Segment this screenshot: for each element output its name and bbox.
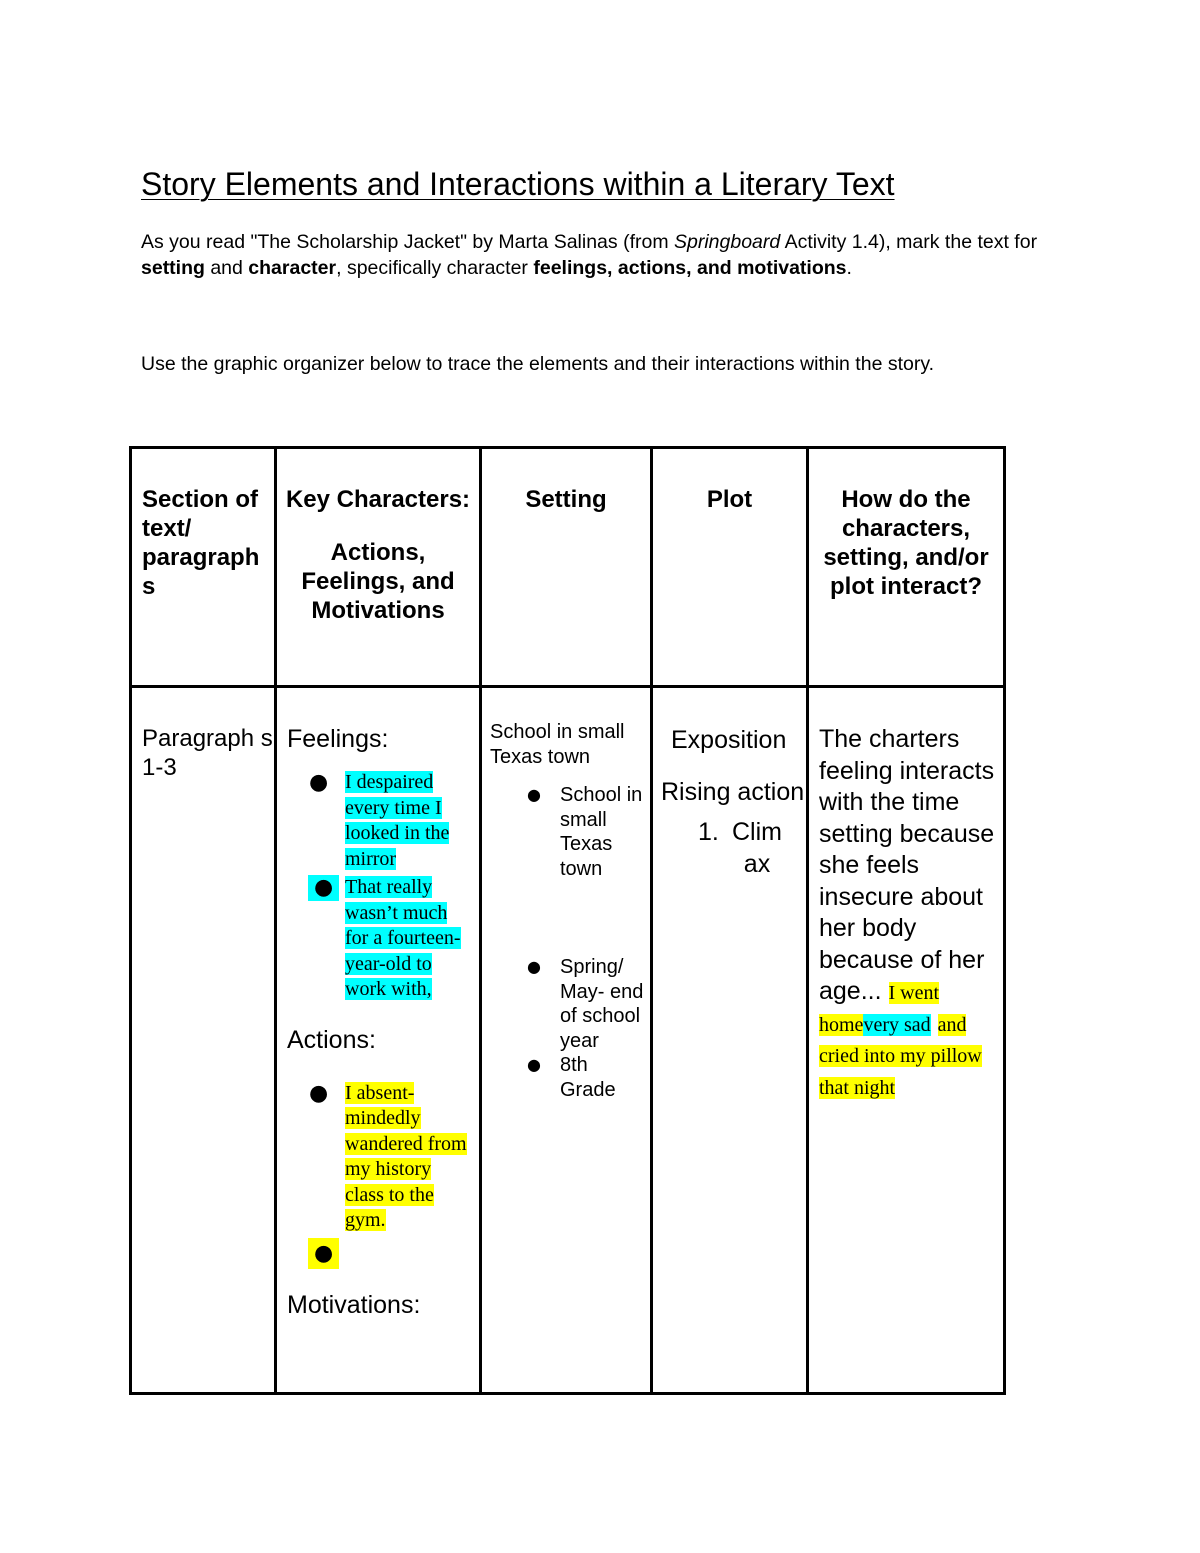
page-title: Story Elements and Interactions within a Literary Text [141, 166, 895, 202]
list-item [490, 955, 644, 1053]
list-item [277, 875, 479, 1003]
header-interact-text: How do the characters, setting, and/or plot interact? [823, 486, 989, 600]
list-item [490, 1053, 644, 1102]
header-section-text: Section of text/ paragraph s [142, 486, 260, 600]
feeling-quote-1: I despaired every time I looked in the mirror [345, 771, 450, 870]
header-setting-text: Setting [525, 486, 607, 513]
quote-part-c: and cried into my pillow that night [819, 1013, 982, 1099]
header-section [131, 448, 276, 687]
plot-rising-action: Rising action [661, 778, 805, 806]
header-key-line2: Actions, Feelings, and Motivations [301, 539, 455, 624]
interact-text: The charters feeling interacts with the time setting because she feels insecure about her body because of her age... [819, 725, 995, 1005]
list-item [277, 1238, 479, 1264]
quote-part-b: very sad [863, 1013, 931, 1036]
header-row [131, 448, 1005, 687]
feeling-quote-2: That really wasn’t much for a fourteen-year-old to work with, [345, 876, 461, 1000]
instructions: Use the graphic organizer below to trace the elements and their interactions within the story. [141, 353, 935, 375]
feelings-label: Feelings: [287, 725, 389, 753]
bullet-icon: ● [308, 1238, 339, 1270]
header-interact [808, 448, 1005, 687]
setting-list [490, 783, 644, 1102]
intro-text: , specifically character [336, 256, 534, 279]
actions-label: Actions: [287, 1025, 376, 1054]
graphic-organizer-table [129, 446, 1006, 1395]
motivations-label: Motivations: [287, 1290, 421, 1319]
intro-text: As you read "The Scholarship Jacket" by Marta Salinas (from [141, 231, 674, 253]
header-key-characters [276, 448, 481, 687]
quote-part-a: I went home [819, 982, 940, 1036]
plot-content [653, 688, 806, 880]
bullet-icon: ● [527, 1055, 541, 1074]
intro-text: and [204, 256, 249, 279]
plot-climax-number: 1. [698, 818, 719, 846]
plot-exposition: Exposition [671, 726, 787, 754]
cell-setting [481, 687, 652, 1394]
intro-text: . [846, 256, 852, 279]
setting-item-3: 8th Grade [560, 1054, 616, 1101]
bullet-icon: ● [527, 957, 541, 976]
header-key-line1: Key Characters: [285, 486, 471, 513]
header-key-text [277, 449, 479, 625]
bullet-icon: ● [527, 785, 541, 804]
bullet-icon: ● [308, 875, 339, 901]
feelings-list [277, 770, 479, 1003]
plot-climax [661, 816, 806, 880]
header-setting [481, 448, 652, 687]
interact-content [809, 688, 1003, 1102]
cell-key-characters [276, 687, 481, 1394]
list-item [277, 1081, 479, 1234]
intro-text: Activity 1.4), mark the text for [780, 231, 1038, 253]
plot-climax-text: Clim ax [732, 818, 782, 878]
setting-item-2: Spring/ May- end of school year [560, 956, 644, 1052]
cell-interact [808, 687, 1005, 1394]
keyword-feelings: feelings, actions, and motivations [533, 256, 847, 279]
section-label: Paragraph s 1-3 [142, 725, 273, 781]
setting-content [482, 688, 650, 1102]
list-item [490, 783, 644, 881]
keyword-character: character [248, 256, 337, 279]
header-plot-text: Plot [706, 486, 753, 513]
list-item [277, 770, 479, 872]
actions-list [277, 1081, 479, 1264]
header-plot [652, 448, 808, 687]
setting-intro: School in small Texas town [490, 721, 625, 768]
action-quote-1: I absent-mindedly wandered from my history class to the gym. [345, 1081, 467, 1231]
keyword-setting: setting [141, 256, 205, 279]
bullet-icon: ● [309, 770, 329, 795]
cell-section [131, 687, 276, 1394]
bullet-icon: ● [309, 1080, 329, 1106]
book-title: Springboard [673, 231, 781, 253]
setting-item-1: School in small Texas town [560, 784, 643, 880]
table-row [131, 687, 1005, 1394]
intro-paragraph [141, 230, 1061, 281]
cell-plot [652, 687, 808, 1394]
